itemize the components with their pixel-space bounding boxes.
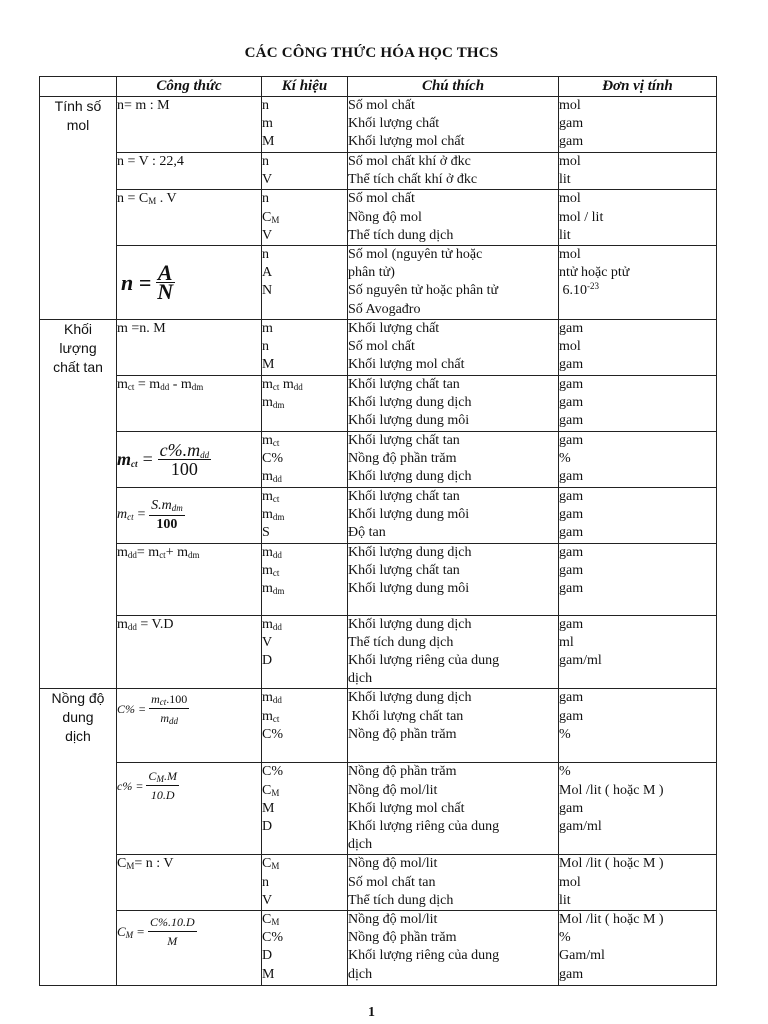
unit-cell: mol ntử hoặc ptử $6.10^{-23}$ — [559, 246, 717, 320]
formula-cell: $m_{ct}$ = $\frac{S.m_{dm}}{100}$ — [117, 487, 262, 543]
formula-table — [39, 76, 717, 986]
table-row — [40, 246, 717, 320]
page-number: 1 — [368, 1005, 375, 1020]
symbol-cell: n A N — [262, 246, 348, 320]
symbol-cell: n $C_M$ V — [262, 190, 348, 246]
formula-cell: c% = $\frac{C_M.M}{10.D}$ — [117, 763, 262, 855]
unit-cell: gam ml gam/ml — [559, 615, 717, 689]
note-cell: Số mol chất Khối lượng chất Khối lượng mol chất — [348, 97, 559, 153]
table-row — [40, 543, 717, 615]
unit-cell: gam gam % — [559, 689, 717, 763]
table-row — [40, 153, 717, 190]
note-cell: Khối lượng dung dịch Thể tích dung dịch Khối lượng riêng của dung dịch — [348, 615, 559, 689]
table-row — [40, 763, 717, 855]
note-cell: Số mol chất khí ở đkc Thể tích chất khí ở đkc — [348, 153, 559, 190]
symbol-cell: $m_{dd}$ $m_{ct}$ C% — [262, 689, 348, 763]
formula-cell: $m_{dd} = V.D$ — [117, 615, 262, 689]
formula-cell: $m_{ct} = m_{dd} - m_{dm}$ — [117, 376, 262, 432]
unit-cell: Mol /lit ( hoặc M ) mol lit — [559, 855, 717, 911]
formula-cell: $n = C_M$ . V — [117, 190, 262, 246]
unit-cell: mol gam gam — [559, 97, 717, 153]
note-cell: Khối lượng chất tan Nồng độ phần trăm Khối lượng dung dịch — [348, 432, 559, 488]
formula-cell: n = V : 22,4 — [117, 153, 262, 190]
note-cell: Khối lượng chất tan Khối lượng dung môi Độ tan — [348, 487, 559, 543]
note-cell: Số mol chất Nồng độ mol Thể tích dung dịch — [348, 190, 559, 246]
formula-cell: n = $\frac{A}{N}$ — [117, 246, 262, 320]
symbol-cell: $C_M$ C% D M — [262, 911, 348, 986]
formula-cell: $C_M= n$ : V — [117, 855, 262, 911]
group-label-mass: Khối lượng chất tan — [40, 320, 117, 689]
symbol-cell: $m_{ct}$ $m_{dd}$ $m_{dm}$ — [262, 376, 348, 432]
symbol-cell: m n M — [262, 320, 348, 376]
unit-cell: Mol /lit ( hoặc M ) % Gam/ml gam — [559, 911, 717, 986]
symbol-cell: $m_{ct}$ $m_{dm}$ S — [262, 487, 348, 543]
note-cell: Khối lượng chất tan Khối lượng dung dịch Khối lượng dung môi — [348, 376, 559, 432]
unit-cell: mol lit — [559, 153, 717, 190]
note-cell: Khối lượng dung dịch Khối lượng chất tan Nồng độ phần trăm — [348, 689, 559, 763]
group-label-concentration: Nồng độ dung dịch — [40, 689, 117, 986]
table-row — [40, 689, 717, 763]
symbol-cell: $m_{dd}$ V D — [262, 615, 348, 689]
unit-cell: gam % gam — [559, 432, 717, 488]
table-row — [40, 320, 717, 376]
unit-cell: gam gam gam — [559, 487, 717, 543]
formula-cell: m =n. M — [117, 320, 262, 376]
note-cell: Số mol (nguyên tử hoặc phân tử) Số nguyên tử hoặc phân tử Số Avogađro — [348, 246, 559, 320]
symbol-cell: $m_{dd}$ $m_{ct}$ $m_{dm}$ — [262, 543, 348, 615]
unit-cell: gam gam gam — [559, 376, 717, 432]
unit-cell: % Mol /lit ( hoặc M ) gam gam/ml — [559, 763, 717, 855]
table-row — [40, 190, 717, 246]
formula-cell: C% = $\frac{m_{ct}.100}{m_{dd}}$ — [117, 689, 262, 763]
note-cell: Khối lượng dung dịch Khối lượng chất tan Khối lượng dung môi — [348, 543, 559, 615]
table-row — [40, 487, 717, 543]
note-cell: Nồng độ mol/lit Số mol chất tan Thể tích dung dịch — [348, 855, 559, 911]
group-label-mol: Tính số mol — [40, 97, 117, 320]
header-note: Chú thích — [348, 77, 559, 97]
note-cell: Nồng độ mol/lit Nồng độ phần trăm Khối lượng riêng của dung dịch — [348, 911, 559, 986]
unit-cell: gam mol gam — [559, 320, 717, 376]
formula-cell: n= m : M — [117, 97, 262, 153]
header-symbol: Kí hiệu — [262, 77, 348, 97]
unit-cell: mol mol / lit lit — [559, 190, 717, 246]
symbol-cell: $C_M$ n V — [262, 855, 348, 911]
table-row — [40, 432, 717, 488]
table-row — [40, 855, 717, 911]
formula-cell: $C_M$ = $\frac{C\%.10.D}{M}$ — [117, 911, 262, 986]
symbol-cell: n V — [262, 153, 348, 190]
header-unit: Đơn vị tính — [559, 77, 717, 97]
symbol-cell: n m M — [262, 97, 348, 153]
note-cell: Khối lượng chất Số mol chất Khối lượng mol chất — [348, 320, 559, 376]
table-row — [40, 376, 717, 432]
note-cell: Nồng độ phần trăm Nồng độ mol/lit Khối lượng mol chất Khối lượng riêng của dung dịch — [348, 763, 559, 855]
unit-cell: gam gam gam — [559, 543, 717, 615]
header-formula: Công thức — [117, 77, 262, 97]
formula-cell: $m_{ct}$ = $\frac{c\%.m_{dd}}{100}$ — [117, 432, 262, 488]
table-row — [40, 615, 717, 689]
table-row — [40, 911, 717, 986]
table-row — [40, 97, 717, 153]
symbol-cell: C% $C_M$ M D — [262, 763, 348, 855]
formula-cell: $m_{dd}= m_{ct}+ m_{dm}$ — [117, 543, 262, 615]
header-row — [40, 77, 717, 97]
header-empty — [40, 77, 117, 97]
page-title: CÁC CÔNG THỨC HÓA HỌC THCS — [244, 45, 499, 61]
symbol-cell: $m_{ct}$ C% $m_{dd}$ — [262, 432, 348, 488]
